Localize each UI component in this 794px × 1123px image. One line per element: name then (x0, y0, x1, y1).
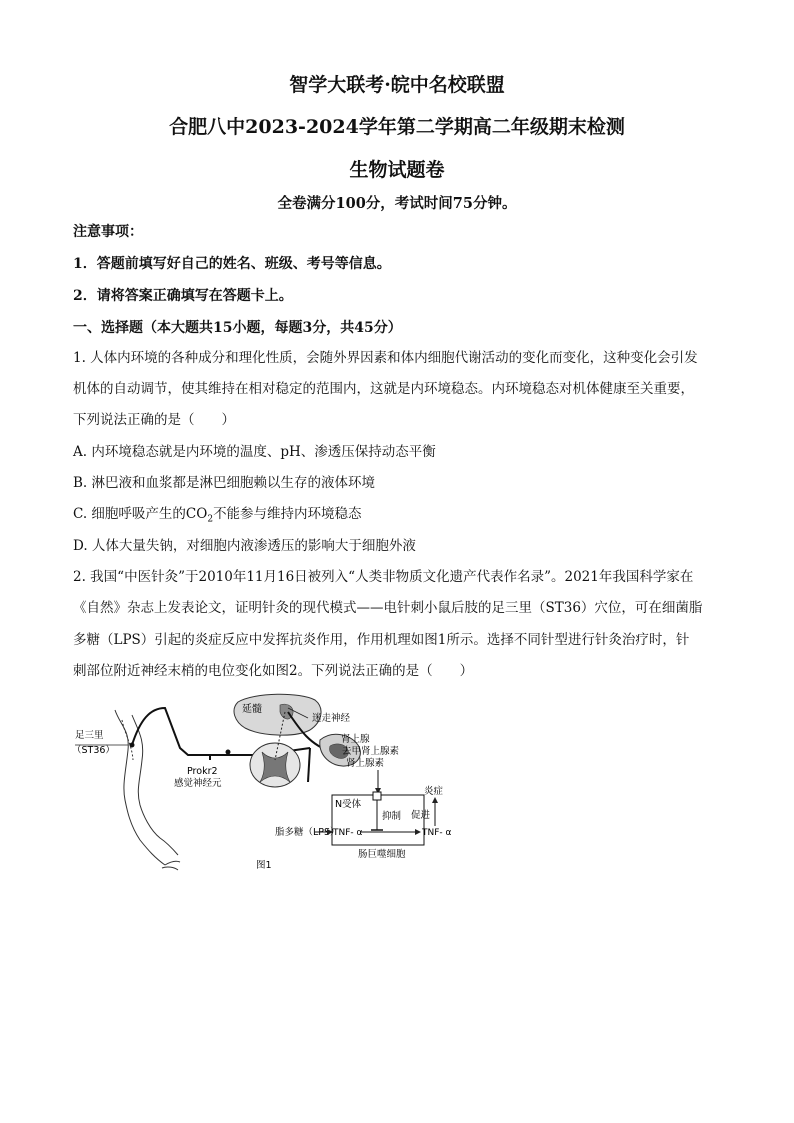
n-receptor-symbol (373, 792, 381, 800)
label-st36: （ST36） (72, 745, 115, 756)
label-tnf-outside: TNF- α (422, 828, 452, 838)
spinal-link (308, 748, 310, 782)
question-1-text-line2: 机体的自动调节，使其维持在相对稳定的范围内，这就是内环境稳态。内环境稳态对机体健康至关重要， (73, 381, 694, 397)
question-2-text-line3: 多糖（LPS）引起的炎症反应中发挥抗炎作用，作用机理如图1所示。选择不同针型进行针灸治疗时，针 (73, 632, 690, 648)
question-1-option-b: B. 淋巴液和血浆都是淋巴细胞赖以生存的液体环境 (73, 475, 376, 491)
question-2-text-line1: 2. 我国“中医针灸”于2010年11月16日被列入“人类非物质文化遗产代表作名录”。2021年我国科学家在 (73, 569, 694, 585)
label-macrophage: 肠巨噬细胞 (358, 849, 406, 860)
figure-1-caption: 图1 (256, 860, 272, 871)
hind-limb-drawing (115, 710, 180, 870)
exam-subject-title: 生物试题卷 (349, 159, 445, 181)
label-n-receptor: N受体 (335, 799, 362, 810)
label-tnf-inside: TNF- α (333, 828, 363, 838)
neuron-cell-body (226, 750, 231, 755)
notice-item-1: 1．答题前填写好自己的姓名、班级、考号等信息。 (73, 256, 391, 272)
question-1-option-d: D. 人体大量失钠，对细胞内液渗透压的影响大于细胞外液 (73, 538, 416, 554)
option-c-subscript: 2 (207, 514, 214, 525)
question-1-option-a: A. 内环境稳态就是内环境的温度、pH、渗透压保持动态平衡 (73, 444, 436, 460)
notice-item-2: 2．请将答案正确填写在答题卡上。 (73, 288, 293, 304)
label-zusanli: 足三里 (75, 730, 104, 741)
label-medulla: 延髓 (242, 704, 262, 715)
question-2-text-line2: 《自然》杂志上发表论文，证明针灸的现代模式——电针刺小鼠后肢的足三里（ST36）穴位，可在细菌脂 (73, 600, 703, 616)
label-lps: 脂多糖（LPS） (275, 827, 340, 838)
notice-title: 注意事项： (73, 224, 143, 240)
figure-1-diagram (70, 690, 470, 875)
question-1-option-c (73, 504, 723, 530)
exam-header-line2: 合肥八中2023-2024学年第二学期高二年级期末检测 (169, 116, 625, 138)
question-1-text-line3: 下列说法正确的是（ ） (73, 412, 235, 428)
label-inflammation: 炎症 (424, 786, 444, 797)
label-adrenal: 肾上腺 (341, 734, 370, 745)
option-c-text-start: C. 细胞呼吸产生的CO (73, 506, 208, 522)
label-norepinephrine: 去甲肾上腺素 (342, 746, 400, 757)
question-2-text-line4: 刺部位附近神经末梢的电位变化如图2。下列说法正确的是（ ） (73, 663, 474, 679)
exam-header-line1: 智学大联考·皖中名校联盟 (289, 74, 505, 96)
spinal-cord-section (250, 743, 300, 787)
label-vagus: 迷走神经 (312, 713, 351, 724)
section-title: 一、选择题（本大题共15小题，每题3分，共45分） (73, 320, 402, 336)
label-epinephrine: 肾上腺素 (346, 758, 385, 769)
label-inhibit: 抑制 (382, 811, 402, 822)
label-promote: 促进 (411, 810, 431, 821)
label-sensory-neuron: 感觉神经元 (174, 778, 222, 789)
question-1-text-line1: 1. 人体内环境的各种成分和理化性质，会随外界因素和体内细胞代谢活动的变化而变化，这种变化会引发 (73, 350, 698, 366)
exam-info: 全卷满分100分，考试时间75分钟。 (277, 195, 517, 212)
label-prokr2: Prokr2 (187, 766, 218, 777)
option-c-text-end: 不能参与维持内环境稳态 (213, 506, 362, 522)
